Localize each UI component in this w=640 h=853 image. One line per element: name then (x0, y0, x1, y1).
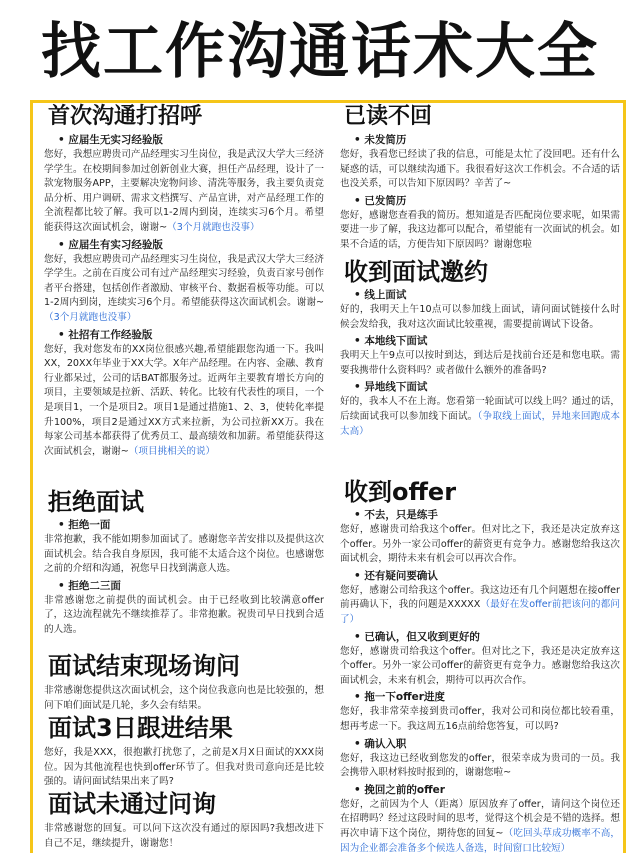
item-heading: • 已确认，但又收到更好的 (340, 630, 620, 645)
section-offer (340, 478, 620, 853)
item-note: （项目挑相关的说） (128, 445, 216, 457)
item-text: 您好，我看您已经读了我的信息，可能是太忙了没回吧。还有什么疑惑的话，可以继续沟通下。我很看好这次工作机会。不合适的话也没关系，可以告知下原因吗？辛苦了~ (340, 149, 620, 190)
item-text: 好的，我本人不在上海。您看第一轮面试可以线上吗？通过的话，后续面试我可以参加线下面试。（争取线上面试，异地来回跑成本太高） (340, 396, 621, 437)
item-note: （争取线上面试，异地来回跑成本太高） (340, 410, 621, 437)
item-heading: • 应届生无实习经验版 (44, 133, 324, 148)
section-failed (44, 790, 324, 851)
item-heading: • 拒绝二三面 (44, 579, 324, 594)
item-text: 您好，我这边已经收到您发的offer，很荣幸成为贵司的一员。我会携带入职材料按时报到的，谢谢您啦~ (340, 752, 620, 779)
section-after-interview (44, 652, 324, 713)
item-text: 我明天上午9点可以按时到达，到达后是找前台还是和您电联。需要我携带什么资料吗？或者做什么额外的准备吗? (340, 350, 620, 376)
item-heading: • 不去，只是练手 (340, 508, 620, 523)
item-text: 您好，感谢公司给我这个offer。我这边还有几个问题想在接offer前再确认下，我的问题是XXXXX（最好在发offer前把该问的都问了） (340, 584, 620, 625)
item-heading: • 应届生有实习经验版 (44, 238, 324, 253)
section-text: 非常感谢您提供这次面试机会，这个岗位我意向也是比较强的，想问下咱们面试是几轮，多久会有结果。 (44, 685, 324, 711)
item-text: 您好，之前因为个人（距离）原因放弃了offer，请问这个岗位还在招聘吗？经过这段时间的思考，觉得这个机会是不错的选择。想再次申请下这个岗位，期待您的回复~（吃回头草成功概率不高，因为企业都会准备多个候选人备选，时间窗口比较短） (340, 798, 621, 853)
section-title: 已读不回 (340, 103, 436, 131)
item-heading: • 拒绝一面 (44, 518, 324, 533)
item-heading: • 拖一下offer进度 (340, 690, 620, 705)
item-heading: • 未发简历 (340, 133, 620, 148)
section-title: 收到offer (340, 478, 460, 506)
item-text: 您好，感谢贵司给我这个offer。但对比之下，我还是决定放弃这个offer。另外一家公司offer的薪资更有竞争力。感谢您给我这次面试机会，期待未来有机会可以再次合作。 (340, 524, 620, 565)
section-title: 面试结束现场询问 (44, 652, 244, 680)
item-heading: • 挽回之前的offer (340, 783, 620, 798)
section-reject-interview (44, 488, 324, 638)
item-text: 好的，我明天上午10点可以参加线上面试，请问面试链接什么时候会发给我，我对这次面试比较重视，需要提前调试下设备。 (340, 304, 620, 330)
section-title: 面试3日跟进结果 (44, 714, 237, 742)
item-text: 您好，我非常荣幸接到贵司offer，我对公司和岗位都比较看重，想再考虑一下。我这周五16点前给您答复，可以吗? (340, 706, 620, 732)
item-text: 您好，我对您发布的XX岗位很感兴趣,希望能跟您沟通一下。我叫XX，20XX年毕业于XX大学。X年产品经理。在内容、金融、教育行业都呆过，公司的话BAT都服务过。近两年主要教育增长方向的项目，主要领域是拉新、活跃、转化。比较有代表性的项目，一个是项目1，一个是项目2。项目1是通过措施1、2、3，使转化率提升100%，项目2是通过XX方式来拉新，为公司拉新XX万。我在每家公司基本都获得了优秀员工、最高绩效和加薪。希望能获得这次面试机会，谢谢~（项目挑相关的说） (44, 343, 324, 457)
item-note: （3个月就跑也没事） (44, 311, 137, 323)
section-read-no-reply (340, 103, 620, 253)
section-first-contact (44, 103, 324, 459)
item-note: （吃回头草成功概率不高，因为企业都会准备多个候选人备选，时间窗口比较短） (340, 827, 621, 853)
item-heading: • 线上面试 (340, 288, 620, 303)
item-heading: • 社招有工作经验版 (44, 328, 324, 343)
section-text: 您好，我是XXX，很抱歉打扰您了，之前是X月X日面试的XXX岗位。因为其他流程也快到offer环节了。但我对贵司意向还是比较强的。请问面试结果出来了吗? (44, 747, 324, 788)
item-text: 您好，感谢贵司给我这个offer。但对比之下，我还是决定放弃这个offer。另外一家公司offer的薪资更有竞争力。感谢您给我这次面试机会，未来有机会，期待可以再次合作。 (340, 645, 620, 686)
item-heading: • 异地线下面试 (340, 380, 620, 395)
section-invitation (340, 258, 620, 439)
section-title: 拒绝面试 (44, 488, 148, 516)
item-text: 非常抱歉，我不能如期参加面试了。感谢您辛苦安排以及提供这次面试机会。结合我自身原因，我可能不太适合这个岗位。也感谢您之前的介绍和沟通，祝您早日找到满意人选。 (44, 534, 324, 575)
item-text: 您好，感谢您查看我的简历。想知道是否匹配岗位要求呢，如果需要进一步了解，我这边都可以配合，希望能有一次面试的机会。如果不合适的话，方便告知下原因吗？谢谢您啦 (340, 209, 620, 250)
page-title: 找工作沟通话术大全 (41, 17, 599, 87)
item-heading: • 本地线下面试 (340, 334, 620, 349)
section-title: 首次沟通打招呼 (44, 103, 206, 131)
item-text: 非常感谢您之前提供的面试机会。由于已经收到比较满意offer了，这边流程就先不继续推荐了。非常抱歉。祝贵司早日找到合适的人选。 (44, 594, 324, 635)
section-follow-up (44, 714, 324, 790)
item-heading: • 确认入职 (340, 737, 620, 752)
item-note: （3个月就跑也没事） (167, 221, 260, 233)
item-heading: • 还有疑问要确认 (340, 569, 620, 584)
item-note: （最好在发offer前把该问的都问了） (340, 599, 620, 625)
item-text: 您好，我想应聘贵司产品经理实习生岗位，我是武汉大学大三经济学学生。之前在百度公司有过产品经理实习经验，负责百家号创作者平台搭建，包括创作者激励、审核平台、数据看板等功能。可以1-2周内到岗，连续实习6个月。希望能获得这次面试机会。谢谢~（3个月就跑也没事） (44, 253, 324, 323)
item-text: 您好，我想应聘贵司产品经理实习生岗位，我是武汉大学大三经济学学生。在校期间参加过创新创业大赛，担任产品经理，设计了一款宠物服务APP，主要解决宠物问诊、清洗等服务，我主要负责竞品分析、用户调研、需求文档撰写、产品宣讲，对产品经理工作的全流程都比较了解。我可以1-2周内到岗，连续实习6个月。希望能获得这次面试机会，谢谢~（3个月就跑也没事） (44, 149, 324, 233)
section-text: 非常感谢您的回复。可以问下这次没有通过的原因吗?我想改进下自己不足，继续提升，谢谢您！ (44, 823, 324, 849)
item-heading: • 已发简历 (340, 194, 620, 209)
section-title: 面试未通过问询 (44, 790, 220, 818)
section-title: 收到面试邀约 (340, 258, 492, 286)
